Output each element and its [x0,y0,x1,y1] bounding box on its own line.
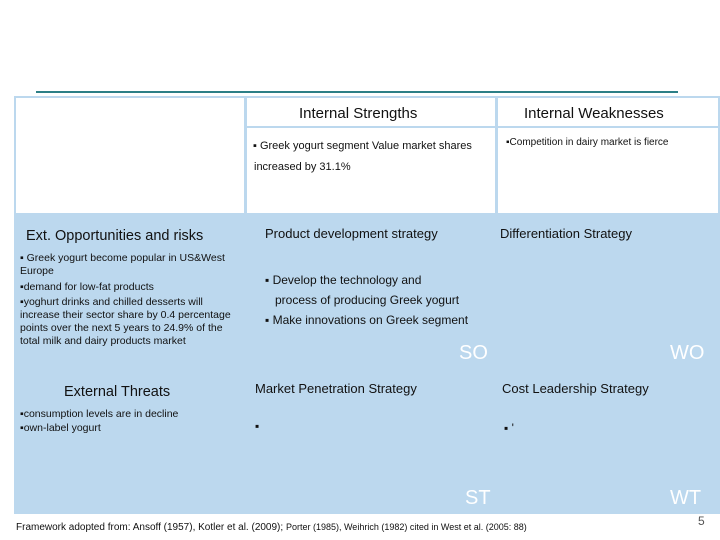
empty-corner-cell [16,98,244,213]
wt-cell [498,369,718,514]
opportunity-item: ▪demand for low-fat products [20,280,154,293]
wo-heading: Differentiation Strategy [500,226,632,241]
weaknesses-header-cell [498,98,718,126]
footer-citation-b: Porter (1985), Weihrich (1982) cited in West et al. (2005: 88) [285,522,527,532]
so-heading: Product development strategy [265,226,438,241]
opportunities-list [20,252,242,348]
opportunity-item: ▪ Greek yogurt become popular in US&West Europe [20,252,225,277]
wo-quadrant-label: WO [670,342,705,364]
wo-cell [498,216,718,366]
threats-list [20,407,178,435]
opportunities-heading: Ext. Opportunities and risks [26,228,204,244]
wt-heading: Cost Leadership Strategy [502,381,649,396]
swot-matrix [14,96,720,514]
st-quadrant-label: ST [465,487,491,509]
st-bullet: ▪ [255,419,260,433]
strengths-heading: Internal Strengths [299,105,418,122]
threat-item: ▪consumption levels are in decline [20,408,179,420]
so-quadrant-label: SO [459,342,488,364]
so-list [265,270,468,330]
so-item: ▪ Make innovations on Greek segment [265,313,469,327]
footer-citation-a: Framework adopted from: Ansoff (1957), Kotler et al. (2009); [16,522,286,533]
wt-bullet: ▪ ' [504,421,514,435]
threats-heading: External Threats [64,384,171,400]
so-item: ▪ Develop the technology and [265,273,422,287]
weaknesses-content-cell [498,128,718,213]
weaknesses-line-1: ▪Competition in dairy market is fierce [506,137,669,148]
st-cell [247,369,495,514]
strengths-header-cell [247,98,495,126]
title-underline [36,91,678,93]
st-heading: Market Penetration Strategy [255,381,417,396]
opportunity-item: ▪yoghurt drinks and chilled desserts will increase their sector share by 0.4 percentage points over the next 5 years to 24.9% of the total milk and dairy products market [20,296,231,347]
footer-citation [16,522,527,533]
strengths-line-1: ▪ Greek yogurt segment Value market shares [253,140,472,152]
so-cell [247,216,495,366]
opportunities-cell [16,216,244,366]
so-item: process of producing Greek yogurt [275,293,460,307]
page-number: 5 [698,514,705,528]
threats-cell [16,369,244,514]
threat-item: ▪own-label yogurt [20,422,101,434]
weaknesses-heading: Internal Weaknesses [524,105,664,122]
wt-quadrant-label: WT [670,487,702,509]
strengths-line-2: increased by 31.1% [254,161,351,173]
